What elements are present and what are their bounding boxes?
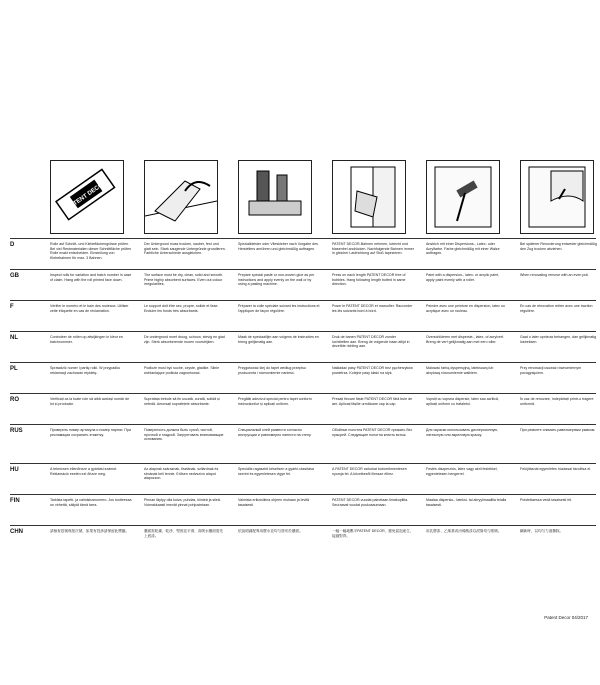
instruction-cell: Rolle auf Schnitt- und Klebeflächengrösse prüfen. Bei viel Restmaterialien dieser Schnittfläche prüfen Rolle exakt entscheiden. Einstellung von Klebebahnen für max. 3 Bahnen. — [50, 242, 132, 260]
instruction-cell: Poistettaessa vedä tasaisesti irti. — [520, 498, 573, 502]
instruction-cell: Malować farbą dyspersyjną, lateksową lub akrylową równomiernie wałkiem. — [426, 366, 494, 375]
instruction-cell: Druk de banen PATENT DECOR zonder luchtbellen aan. Breng de volgende baan altijd in dezelfde richting aan. — [332, 335, 410, 349]
instruction-cell: 翻新時，以均勻力道撕除。 — [520, 529, 564, 533]
instruction-cell: Pregătiți adezivul special pentru tapet conform instrucțiunilor și aplicați uniform. — [238, 397, 312, 406]
paste-illustration — [238, 160, 312, 234]
instruction-cell: The surface must be dry, clean, solid and smooth. Prime highly absorbent surfaces. Even out colour irregularities. — [144, 273, 224, 287]
instruction-cell: Nakładać pasy PATENT DECOR bez pęcherzyków powietrza. Kolejne pasy kłaść na styk. — [332, 366, 413, 375]
instruction-cell: Przy renowacji usuwać równomiernym pociągnięciem. — [520, 366, 582, 375]
language-code: CHN — [10, 529, 23, 535]
table-row — [10, 362, 596, 393]
language-code: HU — [10, 467, 19, 473]
painting-illustration — [426, 160, 500, 234]
instruction-cell: PATENT DECOR-Bahnen nehmen, lotrecht und blasenfrei andrücken. Nachfolgende Bahnen immer in gleicher Laufrichtung auf Stoß tapezieren. — [332, 242, 414, 256]
instruction-cell: Anstrich mit einer Dispersions-, Latex- oder Acrylfarbe. Farbe gleichmäßig mit einer Walze auftragen. — [426, 242, 500, 256]
instruction-cell: При ремонте снимать равномерным рывком. — [520, 428, 596, 432]
instruction-cell: Специальный клей развести согласно инструкции и равномерно нанести на стену. — [238, 428, 312, 437]
instruction-cell: Suprafața trebuie să fie uscată, curată, solidă și netedă. Amorsați suprafețele absorbante. — [144, 397, 220, 406]
instruction-cell: Verificați ca la toate role să aibă același număr de lot și producție. — [50, 397, 130, 406]
instruction-cell: Der Untergrund muss trocken, sauber, fest und glatt sein. Stark saugende Untergründe grundieren. Farbliche Unterschiede ausgleichen. — [144, 242, 226, 256]
language-code: FIN — [10, 498, 20, 504]
instruction-cell: Tarkista tapetti- ja valmistusnumero. Jos tuotteessa on virhettä, säilytä tämä tarra. — [50, 498, 132, 507]
language-code: RO — [10, 397, 19, 403]
table-row — [10, 494, 596, 525]
instruction-cell: Vopsiți cu vopsea dispersie, latex sau acrilică, aplicați uniform cu trafaletul. — [426, 397, 499, 406]
language-code: RUS — [10, 428, 23, 434]
instruction-cell: Podłoże musi być suche, czyste, gładkie. Silnie wchłaniające podłoża zagruntować. — [144, 366, 220, 375]
instruction-cell: Festés diszperziós, latex vagy akril festékkel, egyenletesen hengerrel. — [426, 467, 498, 476]
table-row — [10, 525, 596, 564]
table-row — [10, 424, 596, 463]
removal-illustration — [520, 160, 594, 234]
instruction-cell: Bei späterer Renovierung entweder gleichmäßig den Zug trocken abziehen. — [520, 242, 597, 251]
instruction-table — [10, 238, 596, 564]
language-code: D — [10, 242, 15, 248]
instruction-cell: A PATENT DECOR csíkokat buborékmentesen nyomja fel. A következőt illessze élhez. — [332, 467, 407, 476]
language-code: F — [10, 304, 14, 310]
instruction-cell: Speciális ragasztót készítsen a gyártó utasítása szerint és egyenletesen vigye fel. — [238, 467, 314, 476]
instruction-cell: Vérifier le numéro et le bain des rouleaux. Utiliser cette étiquette en cas de réclamation. — [50, 304, 129, 313]
instruction-cell: Le support doit être sec, propre, solide et lisse. Enduire les fonds très absorbants. — [144, 304, 219, 313]
instruction-cell: De ondergrond moet droog, schoon, stevig en glad zijn. Sterk absorberende muren voorstrijken. — [144, 335, 225, 344]
language-code: PL — [10, 366, 18, 372]
instruction-cell: 一幅一幅地壓平PATENT DECOR，避免氣泡產生，接縫對齊。 — [332, 529, 414, 538]
instruction-cell: Maak de speciaallijm aan volgens de instructies en breng gelijkmatig aan. — [238, 335, 319, 344]
language-code: NL — [10, 335, 18, 341]
hanging-illustration — [332, 160, 406, 234]
table-row — [10, 300, 596, 331]
language-code: GB — [10, 273, 19, 279]
instruction-cell: Paint with a dispersion-, latex- or acrylic paint, apply paint evenly with a roller. — [426, 273, 500, 282]
table-row — [10, 269, 596, 300]
surface-prep-illustration — [144, 160, 218, 234]
instruction-cell: A tekercsen ellenőrizze a gyártási számot. Reklamáció esetén ezt őrizze meg. — [50, 467, 118, 476]
instruction-cell: Przygotować klej do tapet według przepisu producenta i równomiernie nanieść. — [238, 366, 306, 375]
instruction-cell: 請檢查卷號與批次號，如果有投訴請保留此標籤。 — [50, 529, 130, 533]
instruction-cell: 依說明調配專用膠水並均勻塗布於牆面。 — [238, 529, 303, 533]
instruction-cell: When renovating remove with an even pull. — [520, 273, 589, 277]
instruction-cell: Controleer de rollen op afwijkingen in kleur en batchnummer. — [50, 335, 123, 344]
illustration-row — [50, 160, 596, 235]
instruction-cell: Pinnan täytyy olla kuiva, puhdas, kiinteä ja sileä. Voimakkaasti imevät pinnat pohjustetaan. — [144, 498, 221, 507]
instruction-cell: Проверить номер артикула и номер партии. При рекламации сохранить этикетку. — [50, 428, 131, 437]
instruction-cell: PATENT DECOR-vuodat painetaan ilmakuplitta. Seuraavat vuodat puskusaumaan. — [332, 498, 409, 507]
instruction-cell: Overschilderen met dispersie-, latex- of acrylverf. Breng de verf gelijkmatig aan met een roller. — [426, 335, 505, 344]
footer-note: Patent Decor 04/2017 — [544, 615, 588, 620]
instruction-cell: Поверхность должна быть сухой, чистой, прочной и гладкой. Загрунтовать впитывающие основания. — [144, 428, 224, 442]
instruction-cell: 牆面需乾燥、乾淨、堅固並平滑，高吸水牆面需先上底漆。 — [144, 529, 224, 538]
instruction-cell: Maalaa dispersio-, lateksi- tai akryylimaalilla telalla tasaisesti. — [426, 498, 507, 507]
instruction-cell: În caz de renovare, îndepărtați printr-o tragere uniformă. — [520, 397, 594, 406]
instruction-cell: Peindre avec une peinture en dispersion, latex ou acrylique avec un rouleau. — [426, 304, 505, 313]
instruction-cell: Az alapnak száraznak, tisztának, szilárdnak és simának kell lennie. Erősen nedvszívó alapot alapozzon. — [144, 467, 219, 481]
instruction-cell: En cas de rénovation retirer avec une traction régulière. — [520, 304, 593, 313]
instruction-cell: Spezialkleister oder Vlieskleber nach Vorgabe des Herstellers anrühren und gleichmäßig auftragen. — [238, 242, 318, 251]
instruction-cell: Inspect rolls for variation and batch number in case of claim. Hang with the roll printed face down. — [50, 273, 132, 282]
instruction-cell: 用乳膠漆、乙烯基或丙烯酸漆以滾筒均勻塗刷。 — [426, 529, 502, 533]
instruction-cell: Préparer la colle spéciale suivant les instructions et l'appliquer de façon régulière. — [238, 304, 320, 313]
instruction-cell: Presați fiecare fâșie PATENT DECOR fără bule de aer. Aplicați fâșiile următoare cap la cap. — [332, 397, 413, 406]
table-row — [10, 393, 596, 424]
table-row — [10, 238, 596, 269]
svg-text:PATENT DECOR: PATENT DECOR — [66, 179, 108, 212]
table-row — [10, 463, 596, 494]
instruction-cell: Prepare special paste or non-woven glue as per instructions and apply evenly on the wall or by using a pasting machine. — [238, 273, 315, 287]
instruction-cell: Poser le PATENT DECOR et maroufler. Raccorder les lés suivants bord à bord. — [332, 304, 413, 313]
instruction-cell: Для окраски использовать дисперсионную, латексную или акриловую краску. — [426, 428, 499, 437]
instruction-cell: Valmista erikoisliima ohjeen mukaan ja levitä tasaisesti. — [238, 498, 310, 507]
instruction-cell: Gaat u later opnieuw behangen, dan gelijkmatig lostrekken. — [520, 335, 597, 344]
instruction-cell: Press on each length PATENT DECOR free of bubbles. Hang following length butted in same direction. — [332, 273, 406, 287]
instruction-cell: Felújításnál egyenletes húzással távolítsa el. — [520, 467, 592, 471]
instruction-cell: Sprawdzić numer i partię rolki. W przypadku reklamacji zachować etykietę. — [50, 366, 121, 375]
table-row — [10, 331, 596, 362]
roll-illustration — [50, 160, 124, 234]
instruction-cell: Обойные полотна PATENT DECOR прижать без пузырей. Следующие полотна клеить встык. — [332, 428, 412, 437]
